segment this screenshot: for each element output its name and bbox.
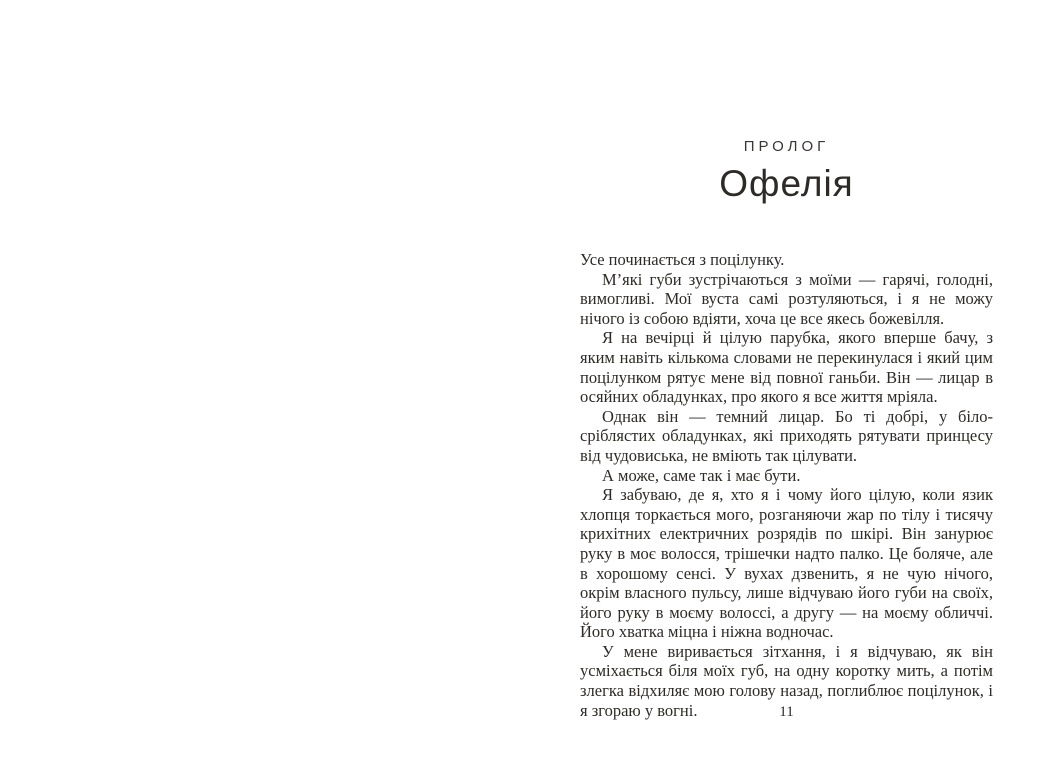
chapter-title: Офелія <box>719 163 854 204</box>
body-text <box>580 250 993 720</box>
paragraph: Я забуваю, де я, хто я і чому його цілую, коли язик хлопця торкається мого, розганяючи жар по тілу і тисячу крихітних електричних розрядів по шкірі. Він занурює руку в моє волосся, трішечки надто палко. Це боляче, але в хорошому сенсі. У вухах дзвенить, я не чую нічого, окрім власного пульсу, лише відчуваю його губи на своїх, його руку в моєму волоссі, а другу — на моєму обличчі. Його хватка міцна і ніжна водночас. <box>580 485 993 642</box>
paragraph: М’які губи зустрічаються з моїми — гарячі, голодні, вимогливі. Мої вуста самі розтуляються, і я не можу нічого із собою вдіяти, хоча це все якесь божевілля. <box>580 269 993 328</box>
page-number: 11 <box>779 704 794 720</box>
paragraph: А може, саме так і має бути. <box>602 465 801 485</box>
paragraph: Усе починається з поцілунку. <box>580 250 785 269</box>
paragraph: Однак він — темний лицар. Бо ті добрі, у біло-сріблястих обладунках, які приходять рятувати принцесу від чудовиська, не вміють так цілувати. <box>580 406 993 465</box>
chapter-kicker: ПРОЛОГ <box>743 138 830 155</box>
right-page <box>580 0 993 760</box>
paragraph: Я на вечірці й цілую парубка, якого вперше бачу, з яким навіть кількома словами не перекинулася і який цим поцілунком рятує мене від повної ганьби. Він — лицар в осяйних обладунках, про якого я все життя мріяла. <box>580 328 993 407</box>
paragraph: У мене виривається зітхання, і я відчуваю, як він усміхається біля моїх губ, на одну коротку мить, а потім злегка відхиляє мою голову назад, поглиблює поцілунок, і я згораю у вогні. <box>580 641 993 720</box>
